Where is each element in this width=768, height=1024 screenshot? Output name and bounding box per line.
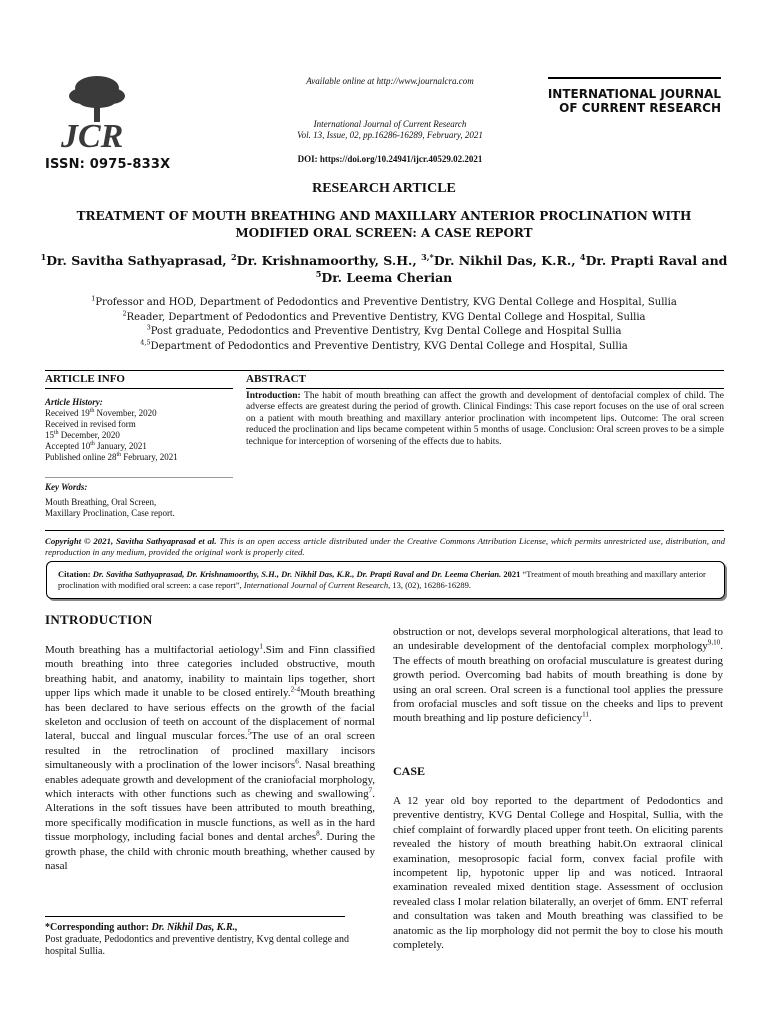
section-bottom-rule: [45, 530, 724, 531]
svg-text:JCR: JCR: [61, 118, 124, 154]
article-history: Article History: Received 19th November, 2020 Received in revised form 15th December, 2020 Accepted 10th January, 2021 Published online 28th February, 2021: [45, 397, 178, 462]
journal-name: INTERNATIONAL JOURNAL OF CURRENT RESEARCH: [547, 87, 721, 115]
corresponding-author: *Corresponding author: Dr. Nikhil Das, K.R., Post graduate, Pedodontics and preventive dentistry, Kvg dental college and hospital Sullia.: [45, 922, 349, 957]
abstract-text: Introduction: The habit of mouth breathing can affect the growth and development of dentofacial complex of child. The adverse effects are greatest during the period of growth. Clinical Findings: This case report focuses on the use of oral screen on a patient with mouth breathing and maxillary anterior proclination with incompetent lips. Outcome: The oral screen reduced the proclination and lips became competent within 5 months of usage. Conclusion: Oral screen proves to be a simple technique for interception of worsening of the effects due to habits.: [246, 391, 724, 447]
affiliation-1: $^1$Professor and HOD, Department of Pedodontics and Preventive Dentistry, KVG Dental College and Hospital, Sullia: [91, 294, 677, 308]
issn: ISSN: 0975-833X: [45, 157, 171, 172]
journal-full-name: International Journal of Current Research: [313, 119, 467, 129]
volume-info: Vol. 13, Issue, 02, pp.16286-16289, February, 2021: [297, 130, 483, 140]
journal-name-rule: [548, 77, 721, 79]
citation-text: Citation: Dr. Savitha Sathyaprasad, Dr. Krishnamoorthy, S.H., Dr. Nikhil Das, K.R., Dr. Prapti Raval and Dr. Leema Cherian. 2021 “Treatment of mouth breathing and maxillary anterior proclination with modified oral screen: a case report”, International Journal of Current Research, 13, (02), 16286-16289.: [58, 569, 706, 590]
available-online: Available online at http://www.journalcra.com: [306, 76, 474, 86]
introduction-heading: INTRODUCTION: [45, 612, 153, 627]
copyright-notice: Copyright © 2021, Savitha Sathyaprasad et al. This is an open access article distributed under the Creative Commons Attribution License, which permits unrestricted use, distribution, and reproduction in any medium, provided the original work is properly cited.: [45, 536, 725, 557]
keywords-rule: [45, 477, 233, 478]
keywords: Key Words: Mouth Breathing, Oral Screen, Maxillary Proclination, Case report.: [45, 482, 175, 518]
author-list: $^1$Dr. Savitha Sathyaprasad, $^2$Dr. Krishnamoorthy, S.H., $^{3,*}$Dr. Nikhil Das, K.R., $^4$Dr. Prapti Raval and $^5$Dr. Leema Cherian: [40, 251, 728, 285]
article-info-rule: [45, 388, 233, 389]
affiliation-4: $^{4,5}$Department of Pedodontics and Preventive Dentistry, KVG Dental College and Hospital, Sullia: [140, 338, 628, 352]
case-heading: CASE: [393, 764, 426, 778]
doi[interactable]: DOI: https://doi.org/10.24941/ijcr.40529.02.2021: [297, 154, 483, 164]
journal-logo: [45, 72, 140, 154]
abstract-rule: [246, 388, 724, 389]
abstract-heading: ABSTRACT: [246, 373, 306, 385]
affiliation-3: $^3$Post graduate, Pedodontics and Preventive Dentistry, Kvg Dental College and Hospital Sullia: [146, 323, 622, 337]
affiliations: [40, 296, 728, 354]
section-top-rule: [45, 370, 724, 371]
case-text: A 12 year old boy reported to the department of Pedodontics and preventive dentistry, KVG Dental College and Hospital, Sullia, with the chief complaint of forwardly placed upper front teeth. On eliciting parents revealed the history of mouth breathing habit.On extraoral clinical examination, mesoprosopic facial form, convex facial profile with incompetent lip, hypotonic upper lip and was noticed. Intraoral examination revealed mixed dentition stage. Assessment of occlusion revealed class I molar relation bilaterally, an overjet of 6mm. ENT referral and consultation was taken and Mouth breathing was classified to be anatomic as the lip morphology did not permit the boy to close his mouth completely.: [393, 795, 723, 952]
article-info-heading: ARTICLE INFO: [45, 373, 125, 385]
footnote-rule: [45, 916, 345, 917]
introduction-text-continued: obstruction or not, develops several morphological alterations, that lead to an undesirable development of the dentofacial complex morphology$^{9,10}$. The effects of mouth breathing on orofacial musculature is greatest during growth period. Overcoming bad habits of mouth breathing is done by using an oral screen. Oral screen is a functional tool applies the pressure from orofacial muscles and soft tissue on the cheeks and lips to prevent mouth breathing and lip posture deficiency$^{11}$.: [393, 626, 723, 725]
introduction-text: Mouth breathing has a multifactorial aetiology$^1$.Sim and Finn classified mouth breathing into three categories included obstructive, mouth breathing habit, and anatomy, inability to maintain lips together, short upper lips which made it unable to be closed entirely.$^{2-4}$Mouth breathing has been declared to have serious effects on the growth of the facial skeleton and occlusion of teeth on account of the displacement of normal lateral, buccal and lingual muscular forces.$^5$The use of an oral screen resulted in the retroclination of proclined maxillary incisors simultaneously with a proclination of the lower incisors$^6$. Nasal breathing enables adequate growth and development of the craniofacial morphology, which interacts with other functions such as chewing and swallowing$^7$. Alterations in the soft tissues have been attributed to mouth breathing, more specifically modification in muscle functions, as well as in the hard tissue morphology, including facial bones and dental arches$^8$. During the growth phase, the child with chronic mouth breathing, whether caused by nasal: [45, 642, 375, 873]
article-title: TREATMENT OF MOUTH BREATHING AND MAXILLARY ANTERIOR PROCLINATION WITH MODIFIED ORAL SCREEN: A CASE REPORT: [76, 209, 692, 240]
article-type: RESEARCH ARTICLE: [312, 181, 456, 196]
affiliation-2: $^2$Reader, Department of Pedodontics and Preventive Dentistry, KVG Dental College and Hospital, Sullia: [122, 309, 646, 323]
